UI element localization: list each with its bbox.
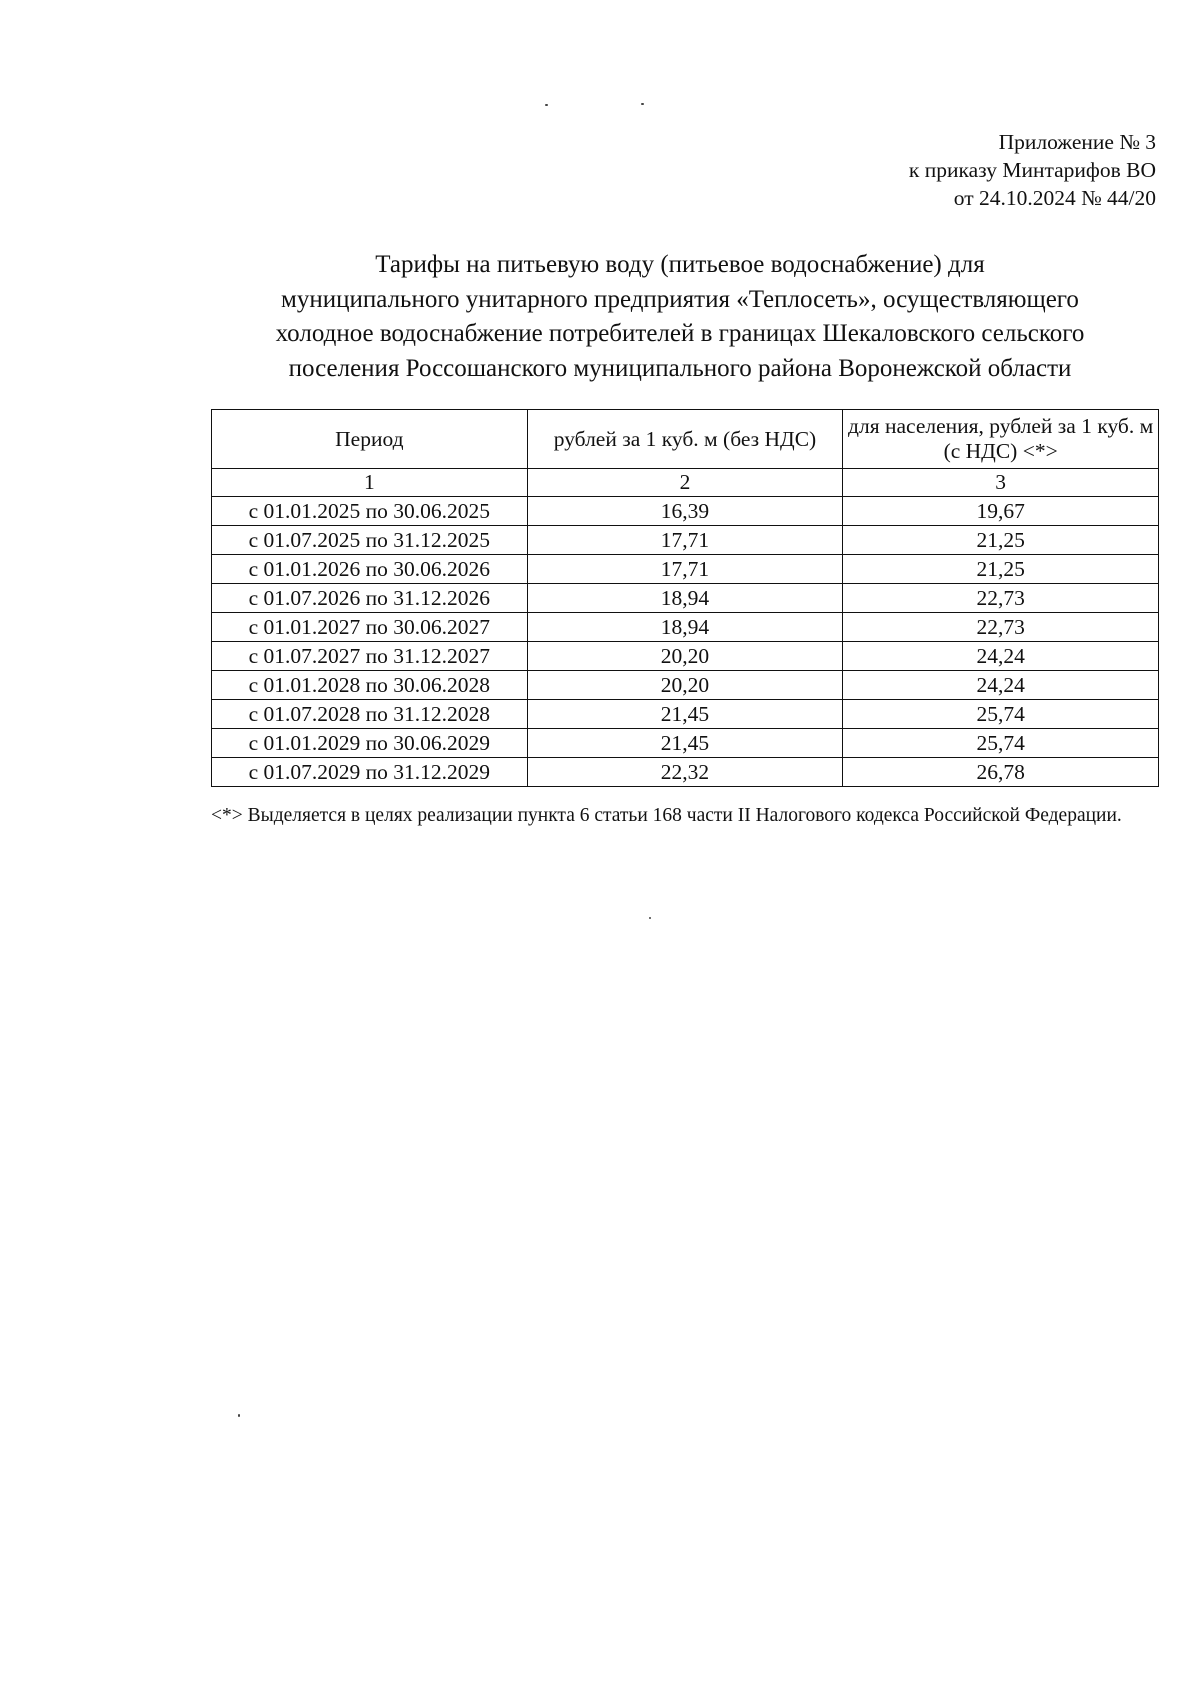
title-line: поселения Россошанского муниципального района Воронежской области <box>288 354 1072 382</box>
period-cell: с 01.07.2025 по 31.12.2025 <box>212 526 528 555</box>
header-without-vat: рублей за 1 куб. м (без НДС) <box>527 410 843 469</box>
appendix-date: от 24.10.2024 № 44/20 <box>953 186 1156 210</box>
table-row <box>212 700 1159 729</box>
period-cell: с 01.07.2028 по 31.12.2028 <box>212 700 528 729</box>
column-number: 2 <box>527 469 843 497</box>
title-line: Тарифы на питьевую воду (питьевое водоснабжение) для <box>375 251 985 278</box>
period-cell: с 01.01.2025 по 30.06.2025 <box>212 497 528 526</box>
tariff-without-vat-cell: 16,39 <box>527 497 843 526</box>
tariff-with-vat-cell: 25,74 <box>843 729 1159 758</box>
tariff-without-vat-cell: 17,71 <box>527 526 843 555</box>
period-cell: с 01.01.2029 по 30.06.2029 <box>212 729 528 758</box>
scan-speck <box>545 104 548 106</box>
table-row <box>212 613 1159 642</box>
table-row <box>212 729 1159 758</box>
header-period: Период <box>212 410 528 469</box>
table-row <box>212 526 1159 555</box>
tariff-without-vat-cell: 18,94 <box>527 613 843 642</box>
title-line: муниципального унитарного предприятия «Теплосеть», осуществляющего <box>281 285 1079 313</box>
tariff-with-vat-cell: 26,78 <box>843 758 1159 787</box>
tariff-with-vat-cell: 25,74 <box>843 700 1159 729</box>
table-row <box>212 642 1159 671</box>
tariff-with-vat-cell: 24,24 <box>843 671 1159 700</box>
table-header-row <box>212 410 1159 469</box>
period-cell: с 01.07.2026 по 31.12.2026 <box>212 584 528 613</box>
tariff-without-vat-cell: 21,45 <box>527 729 843 758</box>
vat-footnote: <*> Выделяется в целях реализации пункта 6 статьи 168 части II Налогового кодекса Российской Федерации. <box>211 805 1122 826</box>
tariff-with-vat-cell: 24,24 <box>843 642 1159 671</box>
scan-speck <box>641 103 644 105</box>
period-cell: с 01.07.2029 по 31.12.2029 <box>212 758 528 787</box>
table-row <box>212 758 1159 787</box>
tariff-table <box>211 409 1159 787</box>
column-number: 1 <box>212 469 528 497</box>
tariff-without-vat-cell: 21,45 <box>527 700 843 729</box>
tariff-without-vat-cell: 17,71 <box>527 555 843 584</box>
table-row <box>212 555 1159 584</box>
tariff-without-vat-cell: 22,32 <box>527 758 843 787</box>
appendix-order: к приказу Минтарифов ВО <box>908 158 1156 182</box>
table-row <box>212 671 1159 700</box>
appendix-number: Приложение № 3 <box>998 130 1156 154</box>
document-title <box>205 248 1155 386</box>
column-number: 3 <box>843 469 1159 497</box>
tariff-without-vat-cell: 20,20 <box>527 642 843 671</box>
column-number-row <box>212 469 1159 497</box>
period-cell: с 01.07.2027 по 31.12.2027 <box>212 642 528 671</box>
period-cell: с 01.01.2026 по 30.06.2026 <box>212 555 528 584</box>
tariff-with-vat-cell: 21,25 <box>843 526 1159 555</box>
tariff-with-vat-cell: 19,67 <box>843 497 1159 526</box>
table-row <box>212 497 1159 526</box>
scan-speck <box>649 917 651 919</box>
appendix-reference <box>909 128 1156 212</box>
period-cell: с 01.01.2028 по 30.06.2028 <box>212 671 528 700</box>
header-with-vat: для населения, рублей за 1 куб. м (с НДС) <*> <box>843 410 1159 469</box>
title-line: холодное водоснабжение потребителей в границах Шекаловского сельского <box>275 320 1085 347</box>
tariff-without-vat-cell: 20,20 <box>527 671 843 700</box>
tariff-with-vat-cell: 21,25 <box>843 555 1159 584</box>
table-row <box>212 584 1159 613</box>
tariff-with-vat-cell: 22,73 <box>843 613 1159 642</box>
tariff-without-vat-cell: 18,94 <box>527 584 843 613</box>
tariff-with-vat-cell: 22,73 <box>843 584 1159 613</box>
period-cell: с 01.01.2027 по 30.06.2027 <box>212 613 528 642</box>
scan-speck <box>238 1414 240 1417</box>
